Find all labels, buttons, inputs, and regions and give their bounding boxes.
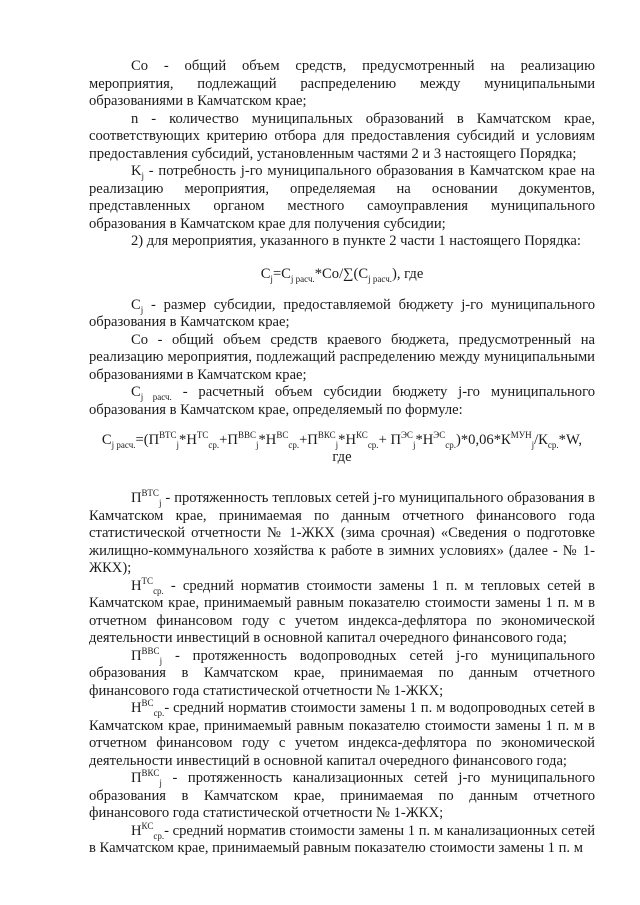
- paragraph-p-vts-definition: $П^{ВТС}_j$ - протяженность тепловых сетей j-го муниципального образования в Камчатском крае, принимаемая по данным отчетного финансового года статистической отчетности № 1-ЖКХ (зима срочная) «Сведения о подготовке жилищно-коммунального хозяйства к работе в зимних условиях» (далее - № 1-ЖКХ);: [89, 488, 595, 576]
- paragraph-text: - протяженность тепловых сетей j-го муниципального образования в Камчатском крае, принимаемая по данным отчетного финансового года статистической отчетности № 1-ЖКХ (зима срочная) «Сведения о подготовке жилищно-коммунального хозяйства к работе в зимних условиях» (далее - № 1-ЖКХ);: [89, 490, 595, 576]
- paragraph-p-vks-definition: $П^{ВКС}_j$ - протяженность канализационных сетей j-го муниципального образования в Камчатском крае, принимаемая по данным отчетного финансового года статистической отчетности № 1-ЖКХ;: [89, 768, 595, 821]
- formula-subsidy: [89, 265, 595, 283]
- paragraph-n-ks-definition: $Н^{КС}_{ср.}-$ средний норматив стоимости замены 1 п. м канализационных сетей в Камчатском крае, принимаемый равным показателю стоимости замены 1 п. м: [89, 820, 595, 856]
- paragraph-text: - протяженность водопроводных сетей j-го муниципального образования в Камчатском крае, принимаемая по данным отчетного финансового года статистической отчетности № 1-ЖКХ;: [89, 647, 595, 699]
- paragraph-p-vvs-definition: $П^{ВВС}_j$ - протяженность водопроводных сетей j-го муниципального образования в Камчатском крае, принимаемая по данным отчетного финансового года статистической отчетности № 1-ЖКХ;: [89, 645, 595, 699]
- symbol-sub: j расч.: [140, 391, 172, 402]
- document-page: [89, 58, 595, 858]
- paragraph-n-definition: n - количество муниципальных образований в Камчатском крае, соответствующих критерию отбора для предоставления субсидий и условиям предоставления субсидий, установленным частями 2 и 3 настоящего Порядка;: [89, 110, 595, 162]
- paragraph-text: - средний норматив стоимости замены 1 п. м канализационных сетей в Камчатском крае, принимаемый равным показателю стоимости замены 1 п. м: [89, 822, 595, 856]
- paragraph-cj-calc-definition: [89, 384, 595, 419]
- paragraph-n-ts-definition: $Н^{ТС}_{ср.}$ - средний норматив стоимости замены 1 п. м тепловых сетей в Камчатском крае, принимаемый равным показателю стоимости замены 1 п. м в отчетном финансовом году с учетом индекса-дефлятора по экономической деятельности инвестиций в основной капитал очередного финансового года;: [89, 575, 595, 646]
- symbol-k: K: [131, 163, 142, 179]
- paragraph-item-2: 2) для мероприятия, указанного в пункте 2 части 1 настоящего Порядка:: [131, 233, 581, 249]
- formula-sub: j расч.: [290, 273, 315, 284]
- symbol-sub: j: [141, 170, 145, 181]
- paragraph-text: - средний норматив стоимости замены 1 п. м водопроводных сетей в Камчатском крае, принимаемый равным показателю стоимости замены 1 п. м в отчетном финансовом году с учетом индекса-дефлятора по экономической деятельности инвестиций в основной капитал очередного финансового года;: [89, 700, 595, 769]
- symbol-c: C: [131, 296, 141, 313]
- formula-part: =C: [272, 265, 291, 282]
- formula-part: *Co/∑(C: [314, 265, 369, 282]
- formula-calculated-volume: $C_{j расч.}=(П^{ВТС}_j*Н^{ТС}_{ср.}+П^{ВВС}_j*Н^{ВС}_{ср.}+П^{ВКС}_j*Н^{КС}_{ср.}+ П^{ЭС}_j*Н^{ЭС}_{ср.})*0,06*К^{МУН}_j/К_{ср.}*W$,: [101, 430, 583, 450]
- paragraph-text: - расчетный объем субсидии бюджету j-го муниципального образования в Камчатском крае, определяемый по формуле:: [89, 384, 596, 418]
- formula-part: ), где: [391, 265, 424, 282]
- paragraph-cj-definition: [89, 297, 595, 332]
- paragraph-text: - протяженность канализационных сетей j-го муниципального образования в Камчатском крае, принимаемая по данным отчетного финансового года статистической отчетности № 1-ЖКХ;: [89, 770, 595, 821]
- paragraph-kj-definition: [89, 163, 595, 233]
- symbol-c: C: [131, 384, 141, 400]
- formula-sub: j расч.: [368, 273, 392, 284]
- paragraph-text: - средний норматив стоимости замены 1 п. м тепловых сетей в Камчатском крае, принимаемый равным показателю стоимости замены 1 п. м в отчетном финансовом году с учетом индекса-дефлятора по экономической деятельности инвестиций в основной капитал очередного финансового года;: [89, 577, 595, 646]
- symbol-sub: j: [140, 304, 144, 315]
- formula-sub: j: [270, 273, 273, 284]
- paragraph-text: - потребность j-го муниципального образования в Камчатском крае на реализацию мероприятия, определяемая на основании документов, представленных органом местного самоуправления муниципального образования в Камчатском крае для получения субсидии;: [89, 163, 595, 232]
- formula-part: C: [260, 265, 271, 282]
- paragraph-co-definition: Со - общий объем средств, предусмотренный на реализацию мероприятия, подлежащий распределению между муниципальными образованиями в Камчатском крае;: [89, 58, 595, 109]
- paragraph-text: - размер субсидии, предоставляемой бюджету j-го муниципального образования в Камчатском крае;: [89, 296, 595, 330]
- formula-where: где: [332, 449, 352, 465]
- paragraph-co-budget-definition: Со - общий объем средств краевого бюджета, предусмотренный на реализацию мероприятия, подлежащий распределению между муниципальными образованиями в Камчатском крае;: [89, 331, 595, 383]
- paragraph-n-vs-definition: $Н^{ВС}_{ср.}-$ средний норматив стоимости замены 1 п. м водопроводных сетей в Камчатском крае, принимаемый равным показателю стоимости замены 1 п. м в отчетном финансовом году с учетом индекса-дефлятора по экономической деятельности инвестиций в основной капитал очередного финансового года;: [89, 698, 595, 769]
